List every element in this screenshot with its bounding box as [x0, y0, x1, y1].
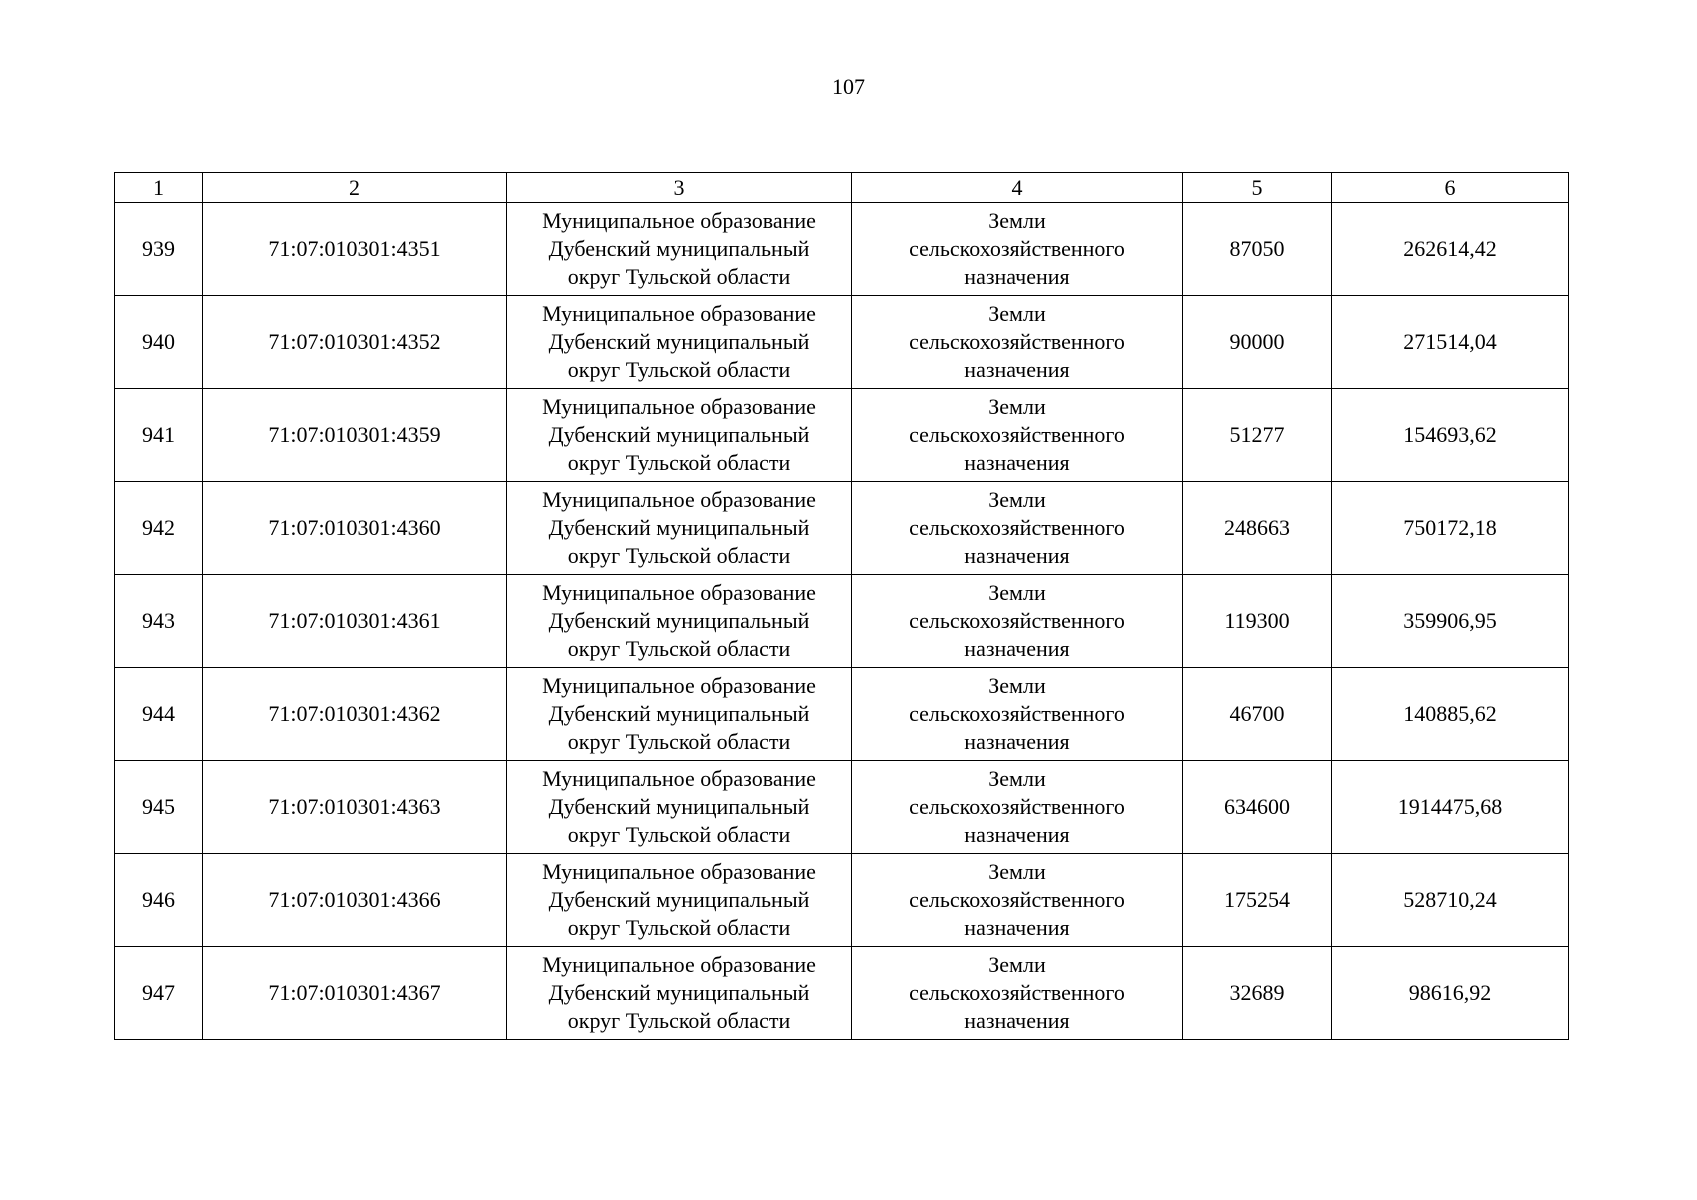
- table-row: [115, 296, 1569, 389]
- cadastral-number-cell: 71:07:010301:4359: [203, 389, 507, 482]
- table-body: [115, 203, 1569, 1040]
- land-category-cell-line: Земли: [988, 487, 1046, 512]
- land-category-cell-line: Земли: [988, 766, 1046, 791]
- land-category-cell-line: Земли: [988, 301, 1046, 326]
- cadastral-value-cell: 140885,62: [1332, 668, 1569, 761]
- land-category-cell-line: сельскохозяйственного: [909, 701, 1125, 726]
- owner-cell: [507, 389, 852, 482]
- owner-cell-line: Дубенский муниципальный: [548, 329, 810, 354]
- column-header-1: 1: [115, 173, 203, 203]
- cadastral-value-cell: 359906,95: [1332, 575, 1569, 668]
- row-number-cell: 946: [115, 854, 203, 947]
- land-category-cell-line: Земли: [988, 673, 1046, 698]
- owner-cell-line: округ Тульской области: [567, 543, 791, 568]
- owner-cell-line: Дубенский муниципальный: [548, 236, 810, 261]
- land-category-cell-line: назначения: [964, 636, 1070, 661]
- owner-cell-line: Муниципальное образование: [542, 487, 816, 512]
- cadastral-value-cell: 262614,42: [1332, 203, 1569, 296]
- row-number-cell: 940: [115, 296, 203, 389]
- cadastral-number-cell: 71:07:010301:4362: [203, 668, 507, 761]
- owner-cell-line: Муниципальное образование: [542, 952, 816, 977]
- owner-cell: [507, 947, 852, 1040]
- table-row: [115, 575, 1569, 668]
- page-number: 107: [832, 74, 865, 99]
- cadastral-value-cell: 98616,92: [1332, 947, 1569, 1040]
- column-header-5: 5: [1183, 173, 1332, 203]
- land-category-cell-line: сельскохозяйственного: [909, 608, 1125, 633]
- table-row: [115, 482, 1569, 575]
- row-number-cell: 942: [115, 482, 203, 575]
- area-cell: 90000: [1183, 296, 1332, 389]
- header-row: [115, 173, 1569, 203]
- land-category-cell-line: назначения: [964, 357, 1070, 382]
- owner-cell-line: Муниципальное образование: [542, 394, 816, 419]
- land-category-cell-line: Земли: [988, 394, 1046, 419]
- area-cell: 175254: [1183, 854, 1332, 947]
- owner-cell: [507, 482, 852, 575]
- land-category-cell-line: назначения: [964, 729, 1070, 754]
- land-category-cell-line: назначения: [964, 915, 1070, 940]
- owner-cell-line: округ Тульской области: [567, 357, 791, 382]
- land-category-cell-line: Земли: [988, 580, 1046, 605]
- land-category-cell-line: Земли: [988, 952, 1046, 977]
- row-number-cell: 943: [115, 575, 203, 668]
- row-number-cell: 944: [115, 668, 203, 761]
- table-header: [115, 173, 1569, 203]
- cadastral-value-cell: 1914475,68: [1332, 761, 1569, 854]
- cadastral-number-cell: 71:07:010301:4363: [203, 761, 507, 854]
- cadastral-value-cell: 750172,18: [1332, 482, 1569, 575]
- owner-cell: [507, 668, 852, 761]
- land-category-cell-line: Земли: [988, 208, 1046, 233]
- owner-cell-line: округ Тульской области: [567, 822, 791, 847]
- cadastral-number-cell: 71:07:010301:4366: [203, 854, 507, 947]
- owner-cell-line: Дубенский муниципальный: [548, 422, 810, 447]
- table-row: [115, 203, 1569, 296]
- land-category-cell-line: сельскохозяйственного: [909, 236, 1125, 261]
- area-cell: 119300: [1183, 575, 1332, 668]
- owner-cell-line: Дубенский муниципальный: [548, 701, 810, 726]
- cadastral-value-cell: 528710,24: [1332, 854, 1569, 947]
- column-header-4: 4: [852, 173, 1183, 203]
- area-cell: 32689: [1183, 947, 1332, 1040]
- area-cell: 634600: [1183, 761, 1332, 854]
- cadastral-value-cell: 271514,04: [1332, 296, 1569, 389]
- owner-cell-line: Дубенский муниципальный: [548, 515, 810, 540]
- owner-cell-line: Муниципальное образование: [542, 859, 816, 884]
- row-number-cell: 947: [115, 947, 203, 1040]
- owner-cell-line: Муниципальное образование: [542, 673, 816, 698]
- column-header-6: 6: [1332, 173, 1569, 203]
- land-parcels-table: [114, 172, 1569, 1040]
- land-category-cell-line: назначения: [964, 822, 1070, 847]
- land-category-cell-line: сельскохозяйственного: [909, 422, 1125, 447]
- cadastral-number-cell: 71:07:010301:4361: [203, 575, 507, 668]
- land-category-cell: [852, 203, 1183, 296]
- land-category-cell-line: назначения: [964, 1008, 1070, 1033]
- land-category-cell-line: сельскохозяйственного: [909, 887, 1125, 912]
- owner-cell: [507, 761, 852, 854]
- land-category-cell: [852, 854, 1183, 947]
- table-row: [115, 854, 1569, 947]
- land-category-cell-line: сельскохозяйственного: [909, 794, 1125, 819]
- land-category-cell-line: сельскохозяйственного: [909, 329, 1125, 354]
- column-header-2: 2: [203, 173, 507, 203]
- land-category-cell-line: сельскохозяйственного: [909, 515, 1125, 540]
- owner-cell-line: Муниципальное образование: [542, 301, 816, 326]
- cadastral-number-cell: 71:07:010301:4352: [203, 296, 507, 389]
- row-number-cell: 941: [115, 389, 203, 482]
- owner-cell-line: Дубенский муниципальный: [548, 980, 810, 1005]
- area-cell: 248663: [1183, 482, 1332, 575]
- owner-cell-line: округ Тульской области: [567, 450, 791, 475]
- cadastral-value-cell: 154693,62: [1332, 389, 1569, 482]
- owner-cell: [507, 203, 852, 296]
- row-number-cell: 939: [115, 203, 203, 296]
- land-category-cell: [852, 668, 1183, 761]
- land-category-cell-line: назначения: [964, 450, 1070, 475]
- land-category-cell: [852, 761, 1183, 854]
- owner-cell: [507, 296, 852, 389]
- land-category-cell-line: Земли: [988, 859, 1046, 884]
- owner-cell-line: округ Тульской области: [567, 636, 791, 661]
- owner-cell: [507, 854, 852, 947]
- table-row: [115, 389, 1569, 482]
- owner-cell-line: Муниципальное образование: [542, 208, 816, 233]
- land-category-cell-line: назначения: [964, 543, 1070, 568]
- table-row: [115, 761, 1569, 854]
- area-cell: 87050: [1183, 203, 1332, 296]
- cadastral-number-cell: 71:07:010301:4367: [203, 947, 507, 1040]
- owner-cell-line: Дубенский муниципальный: [548, 794, 810, 819]
- owner-cell-line: округ Тульской области: [567, 1008, 791, 1033]
- land-category-cell: [852, 575, 1183, 668]
- owner-cell: [507, 575, 852, 668]
- land-category-cell-line: назначения: [964, 264, 1070, 289]
- table-row: [115, 947, 1569, 1040]
- land-category-cell: [852, 389, 1183, 482]
- table-row: [115, 668, 1569, 761]
- owner-cell-line: округ Тульской области: [567, 729, 791, 754]
- row-number-cell: 945: [115, 761, 203, 854]
- owner-cell-line: округ Тульской области: [567, 915, 791, 940]
- land-category-cell: [852, 482, 1183, 575]
- land-category-cell-line: сельскохозяйственного: [909, 980, 1125, 1005]
- cadastral-number-cell: 71:07:010301:4360: [203, 482, 507, 575]
- cadastral-number-cell: 71:07:010301:4351: [203, 203, 507, 296]
- column-header-3: 3: [507, 173, 852, 203]
- area-cell: 46700: [1183, 668, 1332, 761]
- area-cell: 51277: [1183, 389, 1332, 482]
- land-category-cell: [852, 947, 1183, 1040]
- owner-cell-line: Дубенский муниципальный: [548, 608, 810, 633]
- owner-cell-line: Дубенский муниципальный: [548, 887, 810, 912]
- owner-cell-line: Муниципальное образование: [542, 766, 816, 791]
- owner-cell-line: округ Тульской области: [567, 264, 791, 289]
- owner-cell-line: Муниципальное образование: [542, 580, 816, 605]
- land-category-cell: [852, 296, 1183, 389]
